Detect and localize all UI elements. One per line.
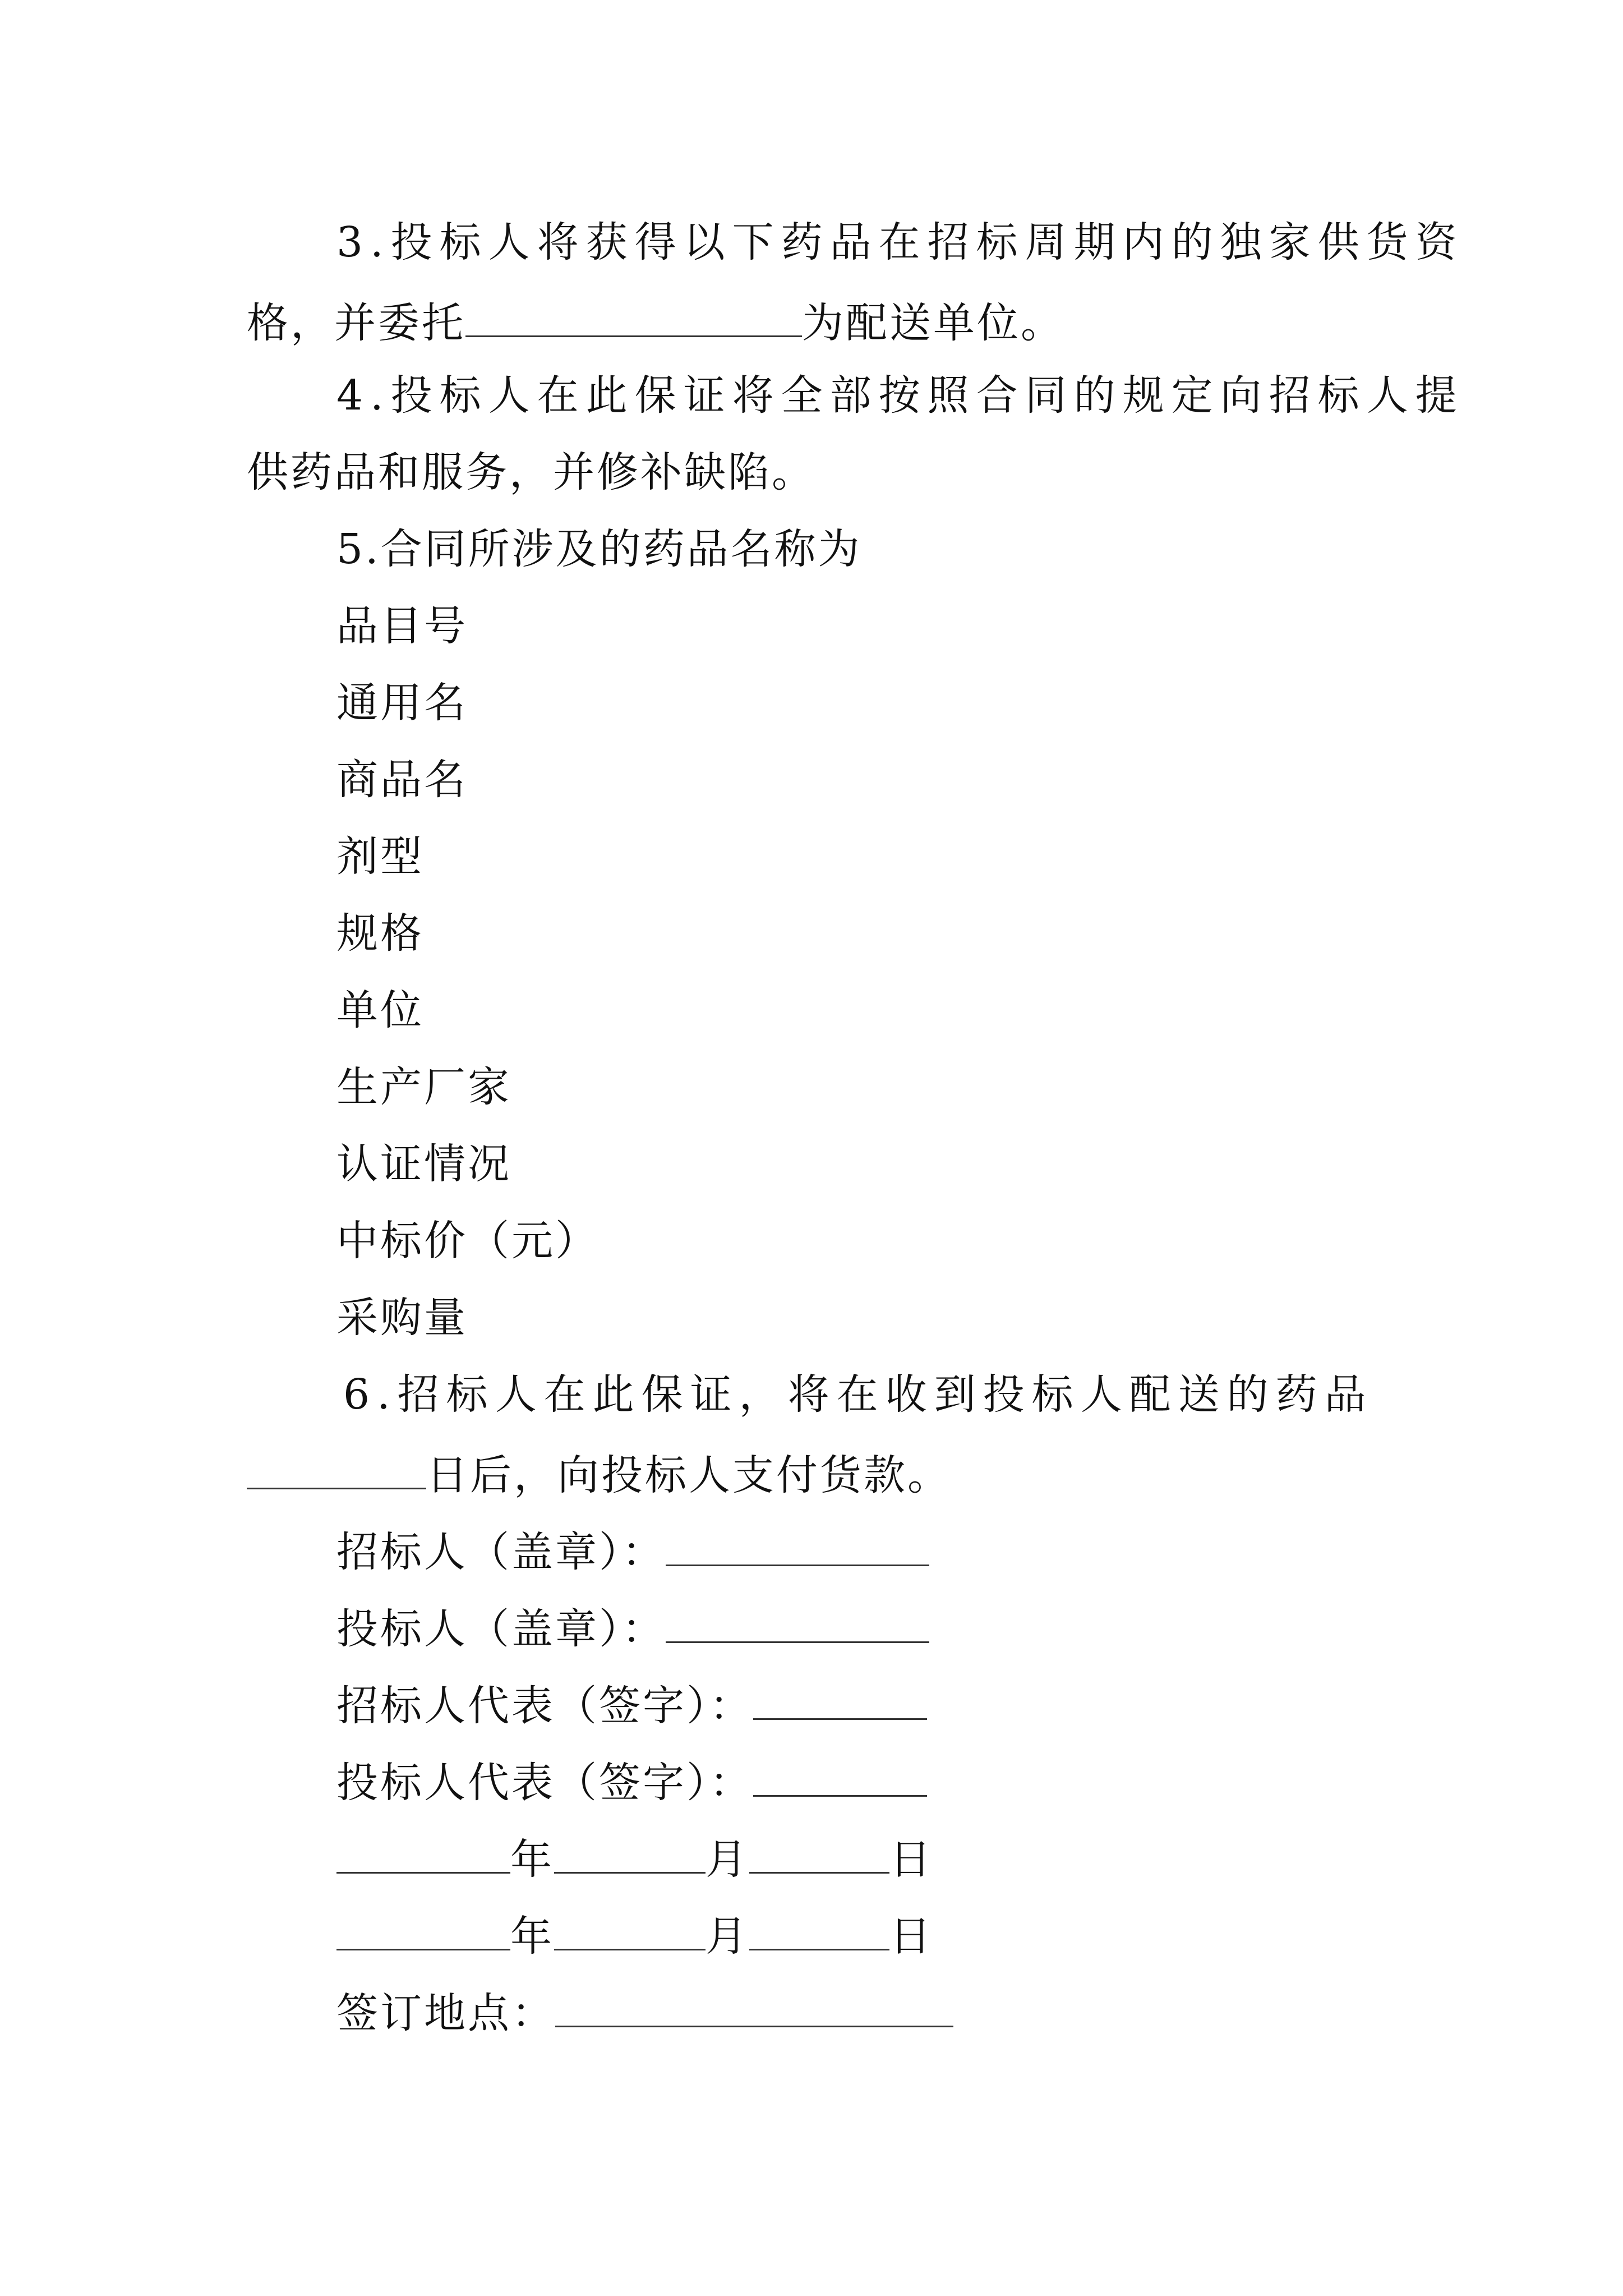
tenderer-seal-blank[interactable] bbox=[666, 1527, 929, 1566]
clause-4-line-1: 4.投标人在此保证将全部按照合同的规定向招标人提 bbox=[336, 371, 1464, 420]
delivery-unit-blank[interactable] bbox=[465, 298, 802, 337]
clause-6-line-1: 6.招标人在此保证，将在收到投标人配送的药品 bbox=[343, 1370, 1373, 1419]
field-purchase-quantity: 采购量 bbox=[336, 1294, 468, 1342]
date-row-1 bbox=[336, 1835, 933, 1884]
day-label-2: 日 bbox=[889, 1912, 933, 1961]
clause-6-suffix: 日后，向投标人支付货款。 bbox=[426, 1451, 951, 1499]
bidder-seal-label: 投标人（盖章）： bbox=[336, 1605, 666, 1653]
year-blank-1[interactable] bbox=[336, 1835, 510, 1874]
payment-days-blank[interactable] bbox=[247, 1451, 426, 1489]
field-item-number: 品目号 bbox=[336, 602, 468, 650]
month-blank-1[interactable] bbox=[554, 1835, 706, 1874]
field-trade-name: 商品名 bbox=[336, 756, 468, 804]
clause-6-line-2 bbox=[247, 1451, 951, 1499]
month-label-2: 月 bbox=[706, 1912, 749, 1961]
tenderer-seal-label: 招标人（盖章）： bbox=[336, 1528, 666, 1576]
tenderer-seal-row bbox=[336, 1527, 929, 1576]
clause-3-line-2 bbox=[247, 298, 1064, 347]
month-blank-2[interactable] bbox=[554, 1912, 706, 1950]
month-label-1: 月 bbox=[706, 1835, 749, 1884]
day-blank-2[interactable] bbox=[749, 1912, 889, 1950]
bidder-seal-row bbox=[336, 1604, 929, 1653]
field-dosage-form: 剂型 bbox=[336, 832, 424, 881]
location-blank[interactable] bbox=[555, 1989, 953, 2027]
year-label-2: 年 bbox=[510, 1912, 554, 1961]
tenderer-rep-blank[interactable] bbox=[753, 1681, 927, 1720]
location-row bbox=[336, 1989, 953, 2037]
date-row-2 bbox=[336, 1912, 933, 1961]
field-manufacturer: 生产厂家 bbox=[336, 1063, 511, 1111]
bidder-rep-row bbox=[336, 1758, 927, 1807]
field-bid-price: 中标价（元） bbox=[336, 1217, 599, 1265]
tenderer-rep-label: 招标人代表（签字）： bbox=[336, 1682, 753, 1730]
bidder-seal-blank[interactable] bbox=[666, 1604, 929, 1643]
tenderer-rep-row bbox=[336, 1681, 927, 1730]
clause-3-suffix: 为配送单位。 bbox=[802, 299, 1064, 347]
day-blank-1[interactable] bbox=[749, 1835, 889, 1874]
clause-5-title: 5.合同所涉及的药品名称为 bbox=[336, 525, 862, 573]
field-certification: 认证情况 bbox=[336, 1140, 511, 1188]
bidder-rep-blank[interactable] bbox=[753, 1758, 927, 1797]
year-blank-2[interactable] bbox=[336, 1912, 510, 1950]
field-unit: 单位 bbox=[336, 986, 424, 1034]
field-specification: 规格 bbox=[336, 909, 424, 958]
day-label-1: 日 bbox=[889, 1835, 933, 1884]
clause-3-prefix: 格，并委托 bbox=[247, 299, 465, 347]
year-label-1: 年 bbox=[510, 1835, 554, 1884]
clause-4-line-2: 供药品和服务，并修补缺陷。 bbox=[247, 448, 815, 496]
location-label: 签订地点： bbox=[336, 1989, 555, 2037]
bidder-rep-label: 投标人代表（签字）： bbox=[336, 1759, 753, 1807]
field-generic-name: 通用名 bbox=[336, 679, 468, 727]
clause-3-line-1: 3.投标人将获得以下药品在招标周期内的独家供货资 bbox=[336, 218, 1464, 266]
